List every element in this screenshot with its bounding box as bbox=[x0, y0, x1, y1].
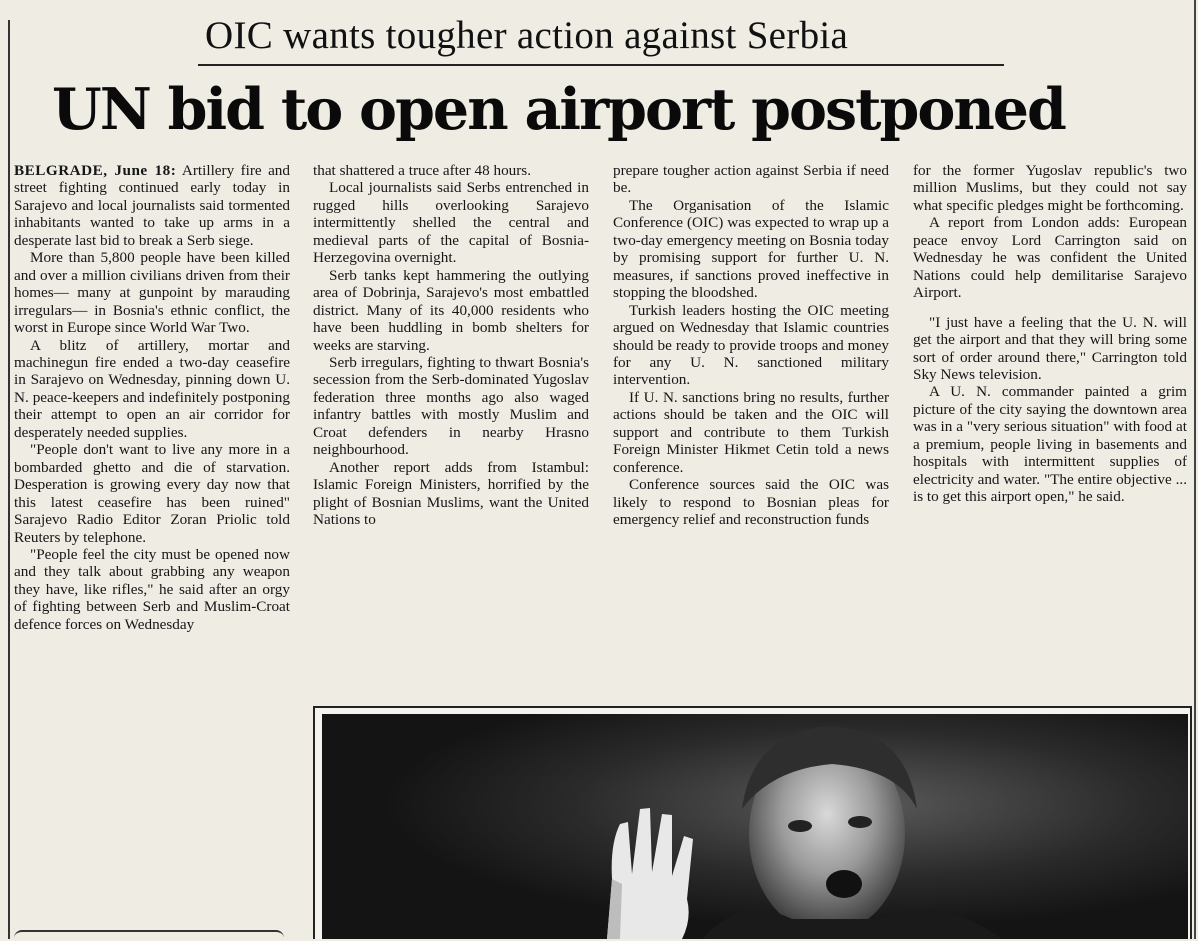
paragraph bbox=[14, 162, 290, 249]
paragraph: Conference sources said the OIC was likely to respond to Bosnian pleas for emergency relief and reconstruction funds bbox=[613, 476, 889, 529]
paragraph: for the former Yugoslav republic's two million Muslims, but they could not say what specific pledges might be forthcoming. bbox=[913, 162, 1187, 214]
paragraph: More than 5,800 people have been killed and over a million civilians driven from their homes— many at gunpoint by marauding irregulars— in Bosnia's ethnic conflict, the worst in Europe since World War Two. bbox=[14, 249, 290, 337]
paragraph: Serb tanks kept hammering the outlying area of Dobrinja, Sarajevo's most embattled district. Many of its 40,000 residents who have been huddling in bomb shelters for weeks are starving. bbox=[313, 266, 589, 354]
column-rule bbox=[8, 20, 10, 939]
paragraph: prepare tougher action against Serbia if need be. bbox=[613, 162, 889, 197]
page-edge-rule bbox=[1194, 0, 1196, 939]
main-headline: UN bid to open airport postponed bbox=[52, 76, 1065, 143]
article-column-4 bbox=[913, 162, 1187, 698]
paragraph: Local journalists said Serbs entrenched in rugged hills overlooking Sarajevo intermittently shelled the central and medieval parts of the capital of Bosnia-Herzegovina overnight. bbox=[313, 179, 589, 267]
paragraph: "I just have a feeling that the U. N. will get the airport and that they will bring some sort of order around there," Carrington told Sky News television. bbox=[913, 313, 1187, 383]
paragraph: A blitz of artillery, mortar and machinegun fire ended a two-day ceasefire in Sarajevo on Wednesday, pinning down U. N. peace-keepers and indefinitely postponing their attempt to open an air corridor for desperately needed supplies. bbox=[14, 336, 290, 441]
paragraph: "People don't want to live any more in a bombarded ghetto and die of starvation. Desperation is growing every day now that this latest ceasefire has been ruined" Sarajevo Radio Editor Zoran Priolic told Reuters by telephone. bbox=[14, 441, 290, 546]
paragraph: A U. N. commander painted a grim picture of the city saying the downtown area was in a "very serious situation" with food at a premium, people living in basements and hospitals with intermittent supplies of electricity and water. "The entire objective ... is to get this airport open," he said. bbox=[913, 383, 1187, 506]
article-column-2 bbox=[313, 162, 589, 698]
box-corner bbox=[14, 930, 284, 941]
paragraph-text: Artillery fire and street fighting continued early today in Sarajevo and local journalists said tormented inhabitants wanted to take up arms in a desperate last bid to break a Serb siege. bbox=[14, 162, 290, 249]
paragraph: If U. N. sanctions bring no results, further actions should be taken and the OIC will support and contribute to them Turkish Foreign Minister Hikmet Cetin told a news conference. bbox=[613, 388, 889, 476]
article-column-3 bbox=[613, 162, 889, 698]
kicker-underline bbox=[198, 64, 1004, 66]
kicker-headline: OIC wants tougher action against Serbia bbox=[205, 14, 849, 57]
paragraph: Another report adds from Istambul: Islamic Foreign Ministers, horrified by the plight of Bosnian Muslims, want the United Nations to bbox=[313, 458, 589, 529]
paragraph: "People feel the city must be opened now and they talk about grabbing any weapon they have, like rifles," he said after an orgy of fighting between Serb and Muslim-Croat defence forces on Wednesday bbox=[14, 545, 290, 633]
article-column-1 bbox=[14, 162, 290, 939]
paragraph: A report from London adds: European peace envoy Lord Carrington said on Wednesday he was confident the United Nations could help demilitarise Sarajevo Airport. bbox=[913, 214, 1187, 302]
paragraph: Turkish leaders hosting the OIC meeting argued on Wednesday that Islamic countries should be ready to provide troops and money for any U. N. sanctioned military intervention. bbox=[613, 301, 889, 389]
paragraph: that shattered a truce after 48 hours. bbox=[313, 162, 532, 179]
paragraph: Serb irregulars, fighting to thwart Bosnia's secession from the Serb-dominated Yugoslav federation three months ago also waged infantry battles with mostly Muslim and Croat defenders in nearby Hrasno neighbourhood. bbox=[313, 353, 589, 459]
news-photo bbox=[322, 714, 1188, 939]
paragraph: The Organisation of the Islamic Conference (OIC) was expected to wrap up a two-day emergency meeting on Bosnia today by promising support for further U. N. measures, if sanctions proved ineffective in stopping the bloodshed. bbox=[613, 196, 889, 302]
dateline: BELGRADE, June 18: bbox=[14, 162, 177, 179]
